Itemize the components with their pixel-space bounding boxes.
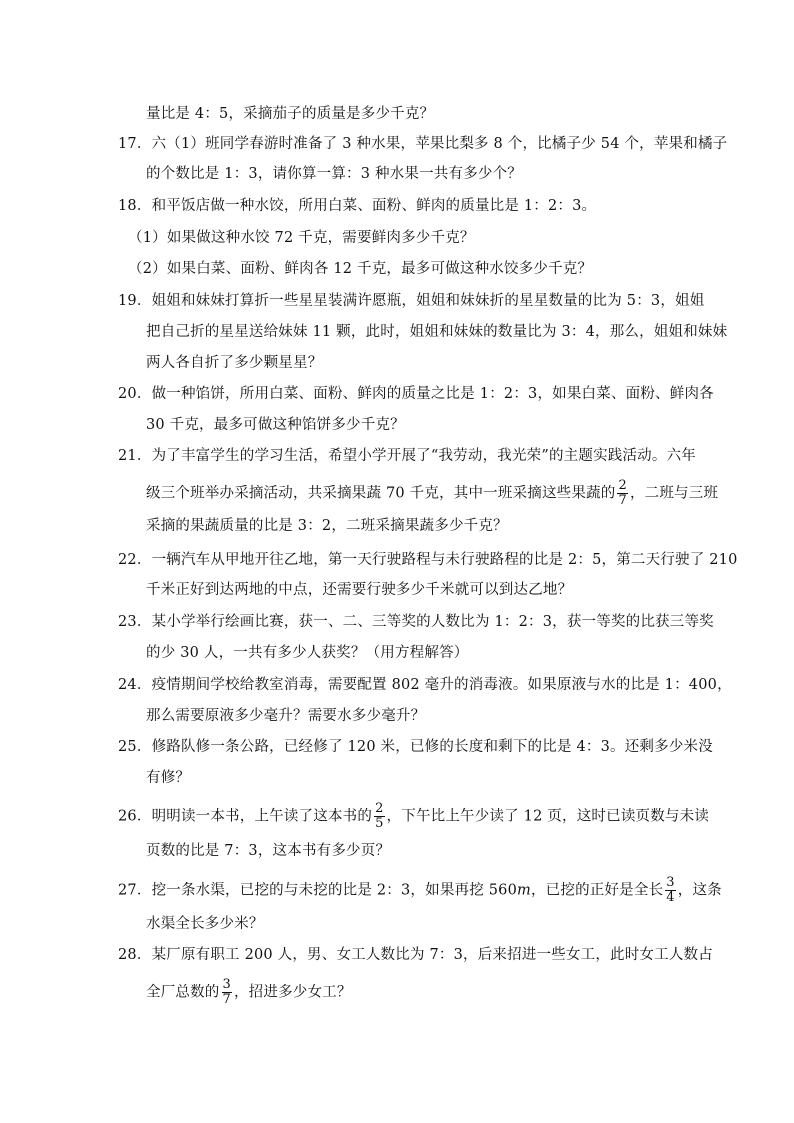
question-number: 22． bbox=[118, 552, 152, 568]
question-number: 19． bbox=[118, 293, 152, 309]
question-19-line-2: 把自己折的星星送给妹妹 11 颗，此时，姐姐和妹妹的数量比为 3：4，那么，姐姐和妹妹 bbox=[146, 324, 728, 340]
question-26-line-1: 26．明明读一本书，上午读了这本书的 $\frac{2}{5}$ ，下午比上午少读了 12 页，这时已读页数与未读 bbox=[118, 801, 710, 831]
question-18-line-1: 18．和平饭店做一种水饺，所用白菜、面粉、鲜肉的质量比是 1：2：3。 bbox=[118, 198, 597, 214]
question-25-line-2: 有修？ bbox=[146, 770, 191, 786]
question-23-line-2: 的少 30 人，一共有多少人获奖？（用方程解答） bbox=[146, 645, 469, 661]
question-20-line-2: 30 千克，最多可做这种馅饼多少千克？ bbox=[146, 417, 405, 433]
question-22-line-1: 22．一辆汽车从甲地开往乙地，第一天行驶路程与未行驶路程的比是 2：5，第二天行驶了 210 bbox=[118, 552, 738, 568]
question-18-subquestion-2: （2）如果白菜、面粉、鲜肉各 12 千克，最多可做这种水饺多少千克？ bbox=[128, 261, 593, 277]
question-25-line-1: 25．修路队修一条公路，已经修了 120 米，已修的长度和剩下的比是 4：3。还剩多少米没 bbox=[118, 739, 713, 755]
question-21-line-2: 级三个班举办采摘活动，共采摘果蔬 70 千克，其中一班采摘这些果蔬的 $\frac{2}{7}$ ，二班与三班 bbox=[146, 478, 719, 508]
question-18-subquestion-1: （1）如果做这种水饺 72 千克，需要鲜肉多少千克？ bbox=[128, 230, 475, 246]
question-21-line-1: 21．为了丰富学生的学习生活，希望小学开展了“我劳动，我光荣”的主题实践活动。六年 bbox=[118, 448, 696, 464]
question-20-line-1: 20．做一种馅饼，所用白菜、面粉、鲜肉的质量之比是 1：2：3，如果白菜、面粉、鲜肉各 bbox=[118, 386, 714, 402]
fraction: $\frac{3}{7}$ bbox=[222, 977, 231, 1007]
question-28-line-2: 全厂总数的 $\frac{3}{7}$ ，招进多少女工？ bbox=[146, 977, 352, 1007]
question-21-line-3: 采摘的果蔬质量的比是 3：2，二班采摘果蔬多少千克？ bbox=[146, 518, 508, 534]
unit-meter: m bbox=[517, 882, 531, 899]
question-19-line-3: 两人各自折了多少颗星星？ bbox=[146, 355, 323, 371]
question-27-line-2: 水渠全长多少米？ bbox=[146, 916, 264, 932]
question-number: 20． bbox=[118, 386, 152, 402]
question-24-line-1: 24．疫情期间学校给教室消毒，需要配置 802 毫升的消毒液。如果原液与水的比是 1：400， bbox=[118, 677, 732, 693]
question-26-line-2: 页数的比是 7：3，这本书有多少页？ bbox=[146, 843, 391, 859]
question-17-line-2: 的个数比是 1：3，请你算一算：3 种水果一共有多少个？ bbox=[146, 166, 522, 182]
question-number: 27． bbox=[118, 882, 152, 899]
question-number: 28． bbox=[118, 947, 152, 963]
question-number: 24． bbox=[118, 677, 152, 693]
question-19-line-1: 19．姐姐和妹妹打算折一些星星装满许愿瓶，姐姐和妹妹折的星星数量的比为 5：3，姐姐 bbox=[118, 293, 705, 309]
question-27-line-1: 27．挖一条水渠，已挖的与未挖的比是 2：3，如果再挖 560m，已挖的正好是全长 $\frac{3}{4}$ ，这条 bbox=[118, 875, 722, 905]
question-22-line-2: 千米正好到达两地的中点，还需要行驶多少千米就可以到达乙地？ bbox=[146, 582, 573, 598]
question-number: 17． bbox=[118, 136, 152, 152]
q16-continuation: 量比是 4：5，采摘茄子的质量是多少千克？ bbox=[146, 106, 435, 122]
fraction: $\frac{2}{5}$ bbox=[375, 801, 384, 831]
question-number: 23． bbox=[118, 614, 152, 630]
question-28-line-1: 28．某厂原有职工 200 人，男、女工人数比为 7：3，后来招进一些女工，此时女工人数占 bbox=[118, 947, 713, 963]
question-number: 21． bbox=[118, 448, 152, 464]
question-number: 25． bbox=[118, 739, 152, 755]
question-17-line-1: 17．六（1）班同学春游时准备了 3 种水果，苹果比梨多 8 个，比橘子少 54 个，苹果和橘子 bbox=[118, 136, 728, 152]
fraction: $\frac{2}{7}$ bbox=[618, 478, 627, 508]
fraction: $\frac{3}{4}$ bbox=[666, 875, 675, 905]
question-23-line-1: 23．某小学举行绘画比赛，获一、二、三等奖的人数比为 1：2：3，获一等奖的比获三等奖 bbox=[118, 614, 714, 630]
question-number: 26． bbox=[118, 808, 152, 825]
question-number: 18． bbox=[118, 198, 152, 214]
question-24-line-2: 那么需要原液多少毫升？需要水多少毫升？ bbox=[146, 708, 426, 724]
